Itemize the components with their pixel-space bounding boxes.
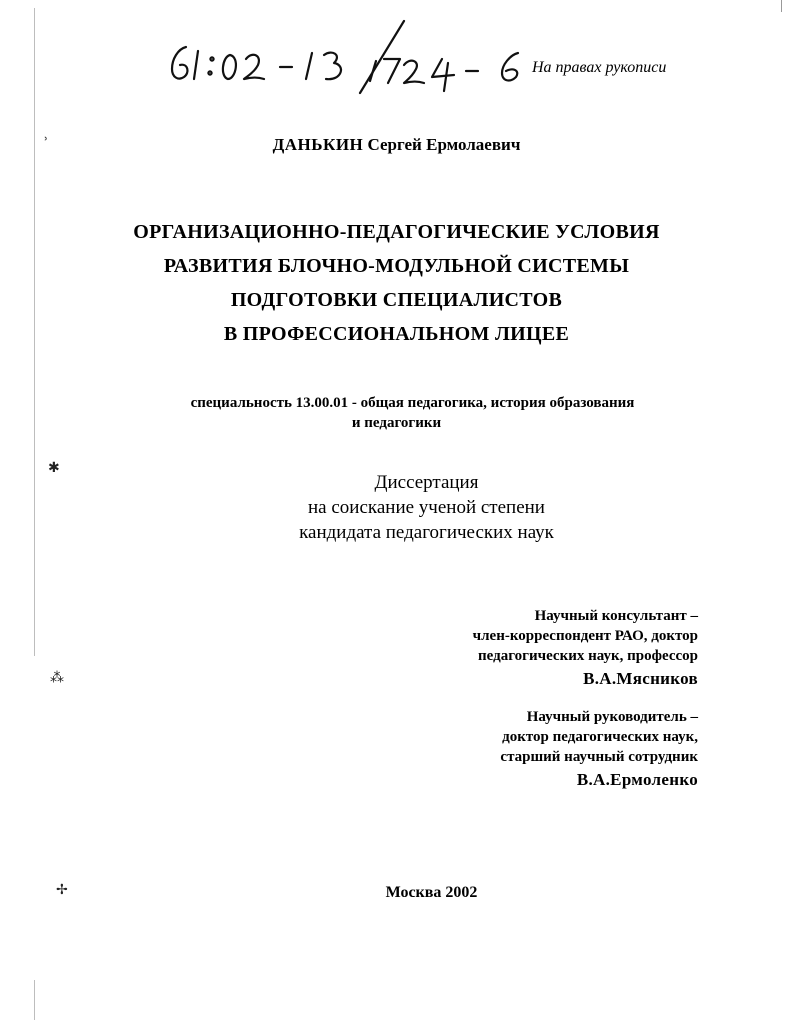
supervisor-role: Научный руководитель – xyxy=(526,709,698,725)
author-surname: ДАНЬКИН xyxy=(272,135,364,154)
scan-speck: ˒ xyxy=(44,132,49,148)
author-given-names: Сергей Ермолаевич xyxy=(367,135,521,154)
degree-purpose-line: на соискание ученой степени xyxy=(308,497,545,518)
scan-corner-mark xyxy=(781,0,782,12)
supervisor-title: доктор педагогических наук, xyxy=(502,729,698,745)
consultant-role: Научный консультант – xyxy=(534,608,698,624)
degree-statement xyxy=(0,470,793,545)
specialty-line: специальность 13.00.01 - общая педагогика, история образования xyxy=(190,395,635,411)
title-line: ПОДГОТОВКИ СПЕЦИАЛИСТОВ xyxy=(230,289,563,311)
place-and-year: Москва 2002 xyxy=(385,884,478,901)
consultant-title: педагогических наук, профессор xyxy=(478,648,698,664)
supervisor-name: В.А.Ермоленко xyxy=(576,770,698,789)
scientific-supervisor-block xyxy=(298,707,698,793)
manuscript-rights-note: На правах рукописи xyxy=(532,59,667,76)
specialty-line-continued: и педагогики xyxy=(351,415,442,431)
document-type: Диссертация xyxy=(374,472,479,493)
scan-speck: ⁂ xyxy=(50,670,64,686)
consultant-name: В.А.Мясников xyxy=(583,669,698,688)
handwritten-catalog-code xyxy=(160,15,540,95)
supervisor-title: старший научный сотрудник xyxy=(500,749,698,765)
scan-speck: ✱ xyxy=(48,460,60,476)
dissertation-title xyxy=(0,215,793,351)
author-name xyxy=(0,135,793,155)
title-line: РАЗВИТИЯ БЛОЧНО-МОДУЛЬНОЙ СИСТЕМЫ xyxy=(163,255,630,277)
handwritten-code-drawing xyxy=(160,15,540,95)
consultant-title: член-корреспондент РАО, доктор xyxy=(472,628,698,644)
degree-purpose-line: кандидата педагогических наук xyxy=(299,522,554,543)
specialty-block xyxy=(0,393,793,433)
title-line: ОРГАНИЗАЦИОННО-ПЕДАГОГИЧЕСКИЕ УСЛОВИЯ xyxy=(133,221,660,243)
scan-speck: ✢ xyxy=(56,882,68,898)
scan-edge-line-lower xyxy=(34,980,35,1020)
scientific-consultant-block xyxy=(298,606,698,692)
title-line: В ПРОФЕССИОНАЛЬНОМ ЛИЦЕЕ xyxy=(223,323,570,345)
